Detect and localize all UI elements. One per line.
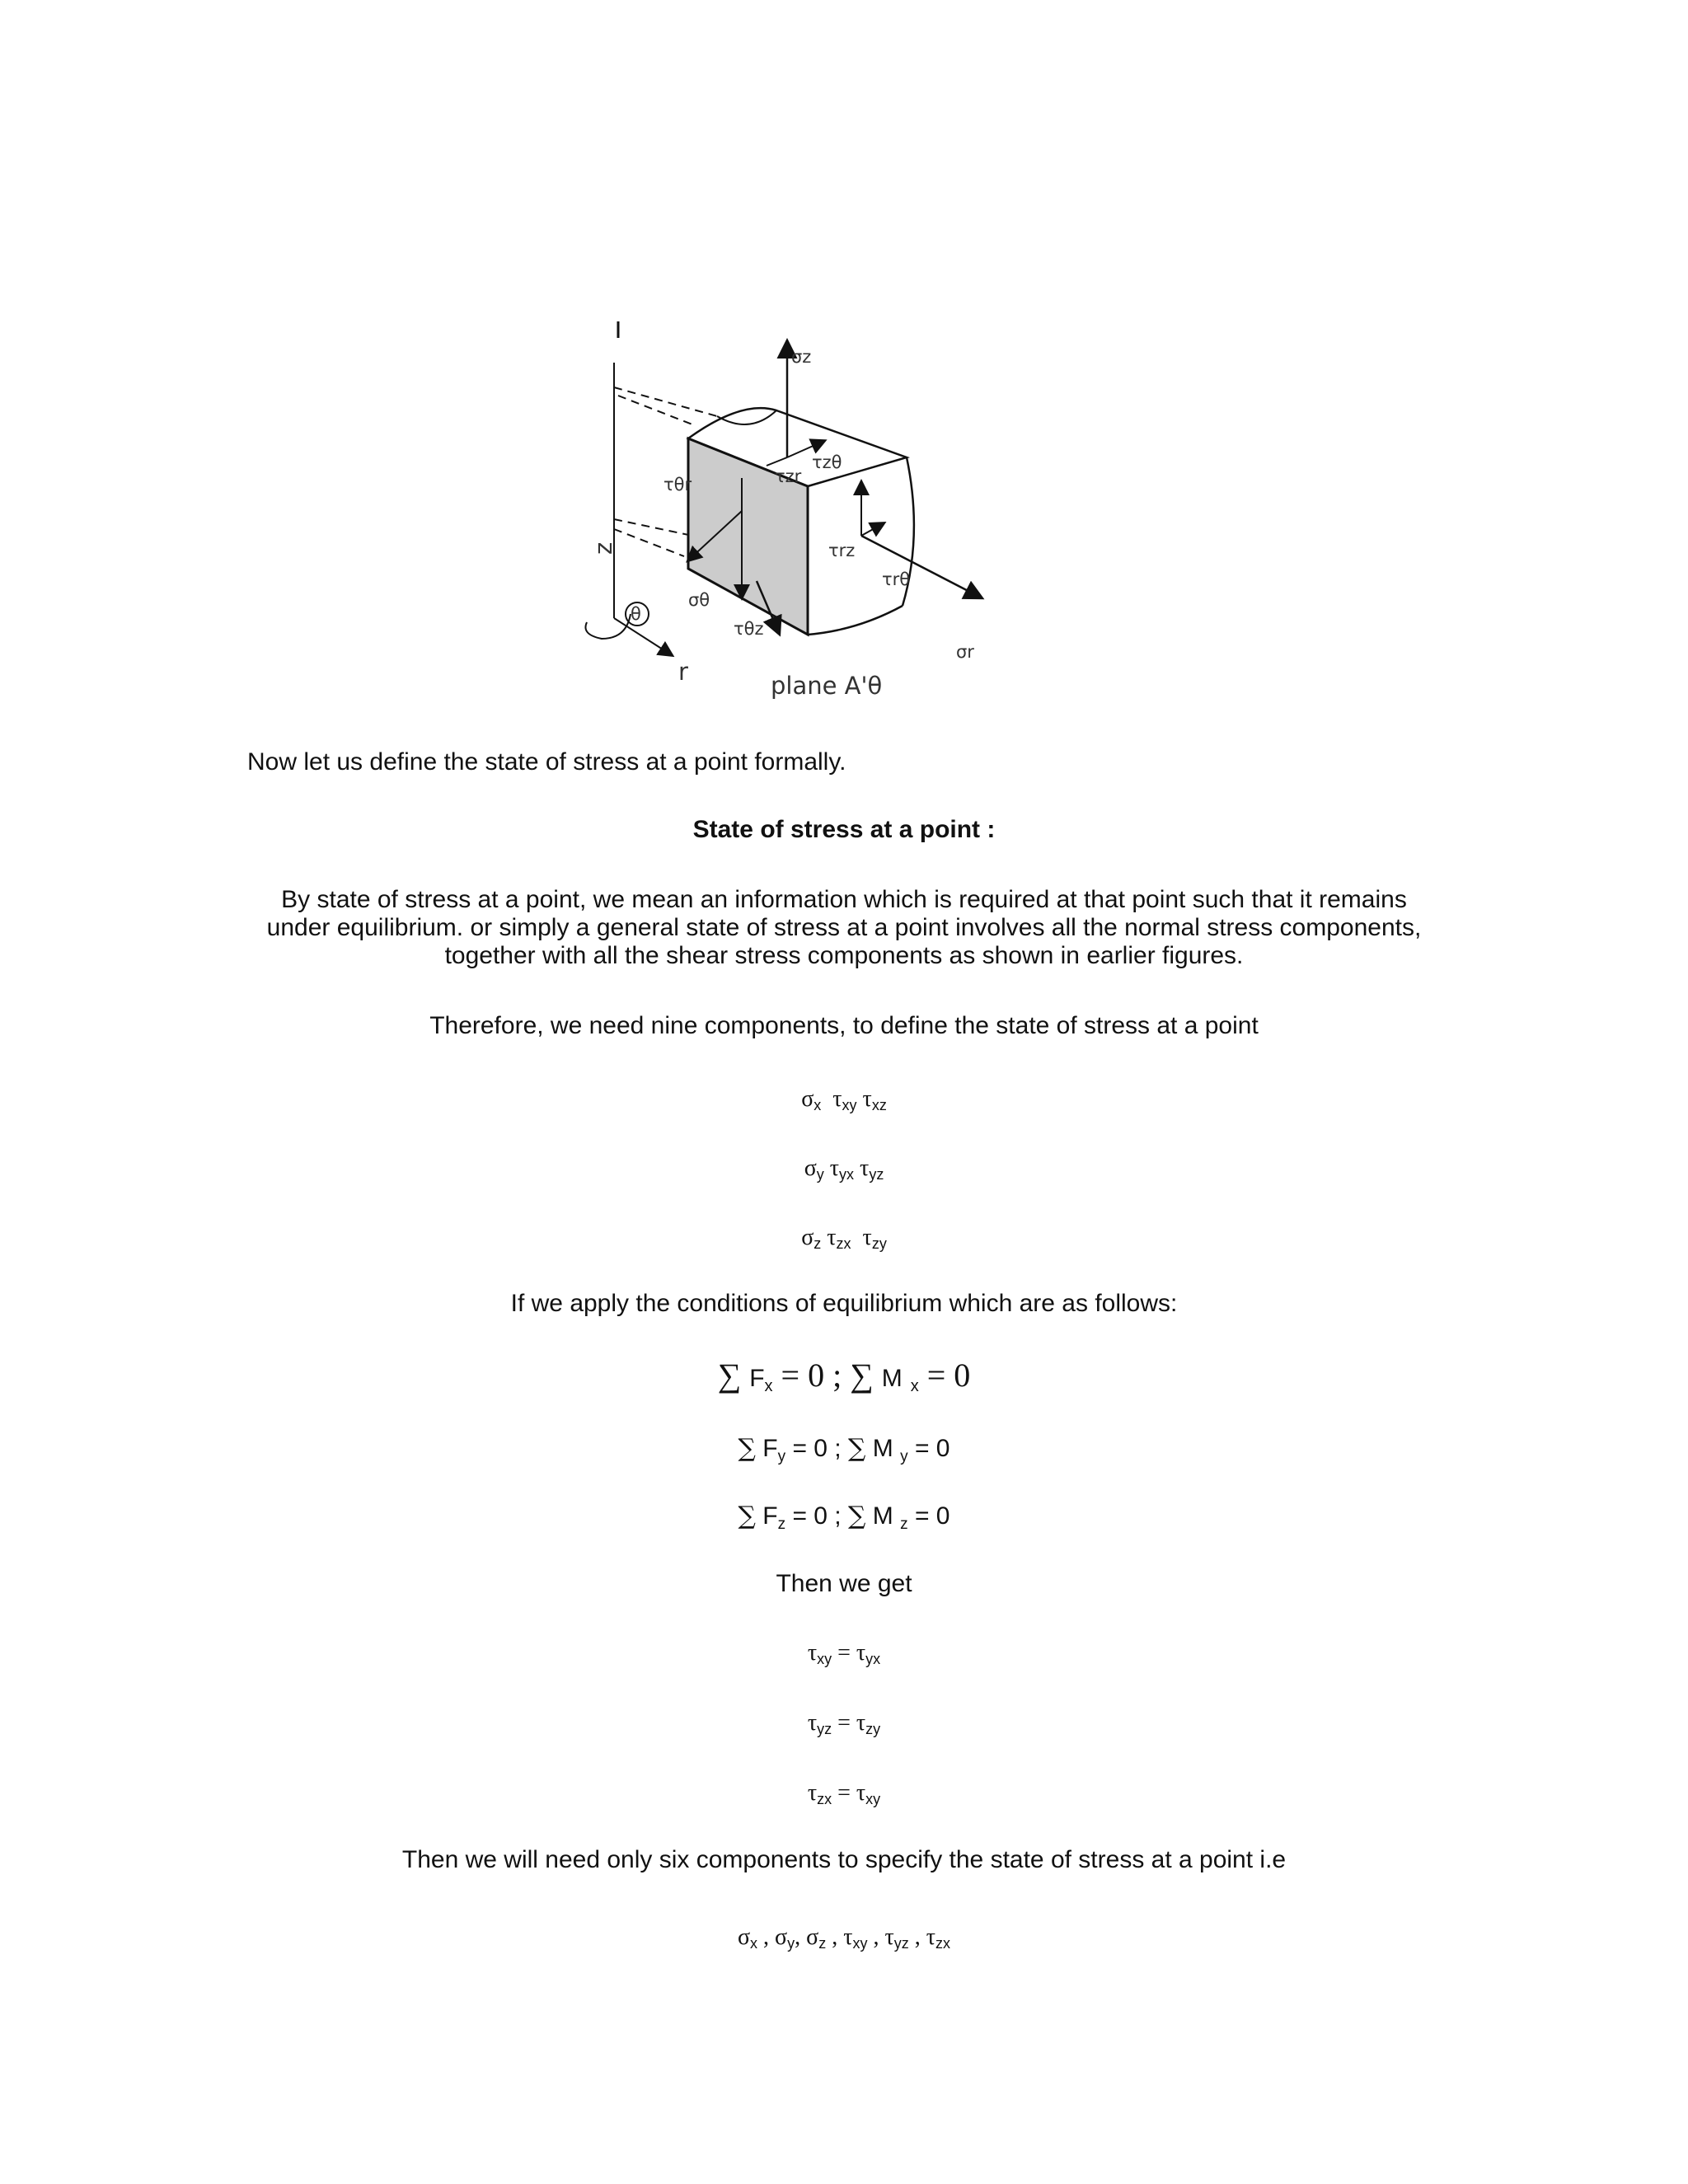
definition-paragraph: [0, 886, 1688, 970]
label-sigma-z: σz: [791, 347, 812, 367]
label-tau-thetar: τθr: [663, 475, 692, 494]
label-r-axis: r: [678, 658, 688, 686]
label-tau-ztheta: τzθ: [812, 452, 842, 472]
nine-components-text: Therefore, we need nine components, to define the state of stress at a point: [429, 1012, 1259, 1039]
equality-xy-yx: $\tau_{xy} = \tau_{yx}$: [807, 1640, 881, 1667]
intro-text: Now let us define the state of stress at a point formally.: [247, 748, 846, 776]
equality-zx-xy: $\tau_{zx} = \tau_{xy}$: [807, 1780, 881, 1807]
tau-rtheta-arrow: [861, 523, 884, 536]
block-bottom: [808, 606, 903, 635]
dashed-line-1: [614, 387, 717, 416]
label-theta: θ: [631, 604, 641, 624]
label-tau-zr: τzr: [775, 466, 802, 486]
stress-matrix-row-1: $\sigma_x$ $\tau_{xy}$ $\tau_{xz}$: [801, 1086, 887, 1113]
label-z-axis: z: [589, 541, 617, 555]
paragraph-line-1: By state of stress at a point, we mean an information which is required at that point such that it remains: [281, 886, 1407, 913]
stress-matrix-row-3: $\sigma_z$ $\tau_{zx}$ $\tau_{zy}$: [801, 1225, 887, 1252]
equilibrium-eq-z: ∑ $F_z = 0$ ; ∑ M $_z$ = 0: [738, 1502, 950, 1533]
label-tau-thetaz: τθz: [734, 619, 764, 639]
dashed-line-2: [618, 396, 692, 424]
stress-matrix-row-2: $\sigma_y$ $\tau_{yx}$ $\tau_{yz}$: [804, 1155, 884, 1183]
dashed-line-4: [614, 529, 684, 556]
label-tau-rtheta: τrθ: [882, 569, 911, 589]
equilibrium-eq-x: ∑ $F_x = 0$ ; ∑ M $_x$ = 0: [717, 1357, 971, 1395]
arc-top: [717, 410, 776, 424]
six-components-list: $\sigma_x$ , $\sigma_y$, $\sigma_z$ , $\tau_{xy}$ , $\tau_{yz}$ , $\tau_{zx}$: [737, 1924, 951, 1952]
stress-element-figure: [577, 313, 1022, 709]
label-sigma-r: σr: [956, 642, 974, 662]
paragraph-line-3: together with all the shear stress components as shown in earlier figures.: [444, 942, 1244, 969]
theta-rotation-arc: [585, 614, 631, 639]
label-sigma-theta: σθ: [688, 590, 710, 610]
label-plane: plane A'θ: [771, 672, 883, 700]
label-tau-rz: τrz: [828, 541, 856, 560]
section-heading: State of stress at a point :: [692, 816, 996, 843]
equilibrium-text: If we apply the conditions of equilibrium which are as follows:: [510, 1290, 1178, 1317]
then-we-get: Then we get: [776, 1570, 912, 1597]
cylindrical-stress-diagram: [577, 313, 1022, 709]
dashed-line-3: [614, 519, 692, 536]
tau-zr-tick: [767, 457, 787, 466]
paragraph-line-2: under equilibrium. or simply a general state of stress at a point involves all the normal stress components,: [266, 914, 1422, 941]
equality-yz-zy: $\tau_{yz} = \tau_{zy}$: [807, 1710, 881, 1737]
six-components-text: Then we will need only six components to specify the state of stress at a point i.e: [401, 1846, 1287, 1873]
sigma-r-arrow: [861, 536, 981, 598]
equilibrium-eq-y: ∑ $F_y = 0$ ; ∑ M $_y$ = 0: [738, 1434, 950, 1465]
